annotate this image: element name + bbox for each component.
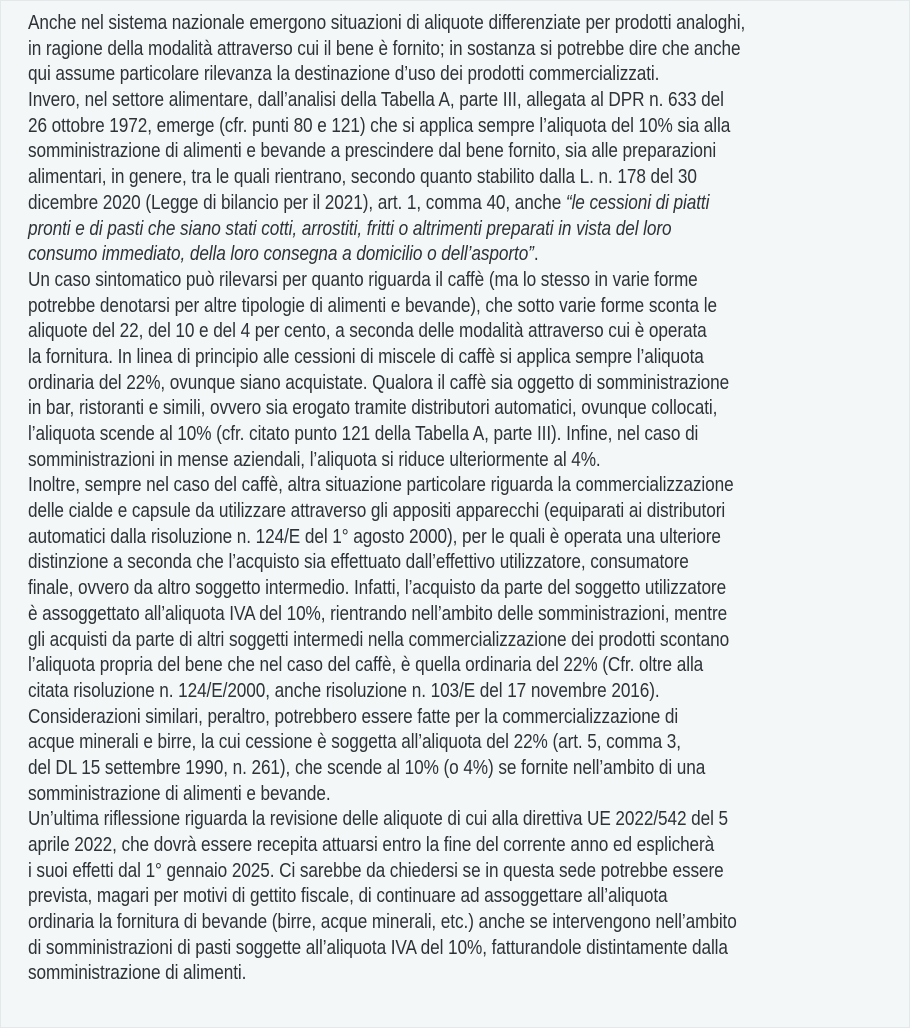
text-line — [28, 807, 762, 833]
text-line — [28, 88, 762, 114]
quoted-italic-text: consumo immediato, della loro consegna a domicilio o dell’asporto” — [28, 243, 534, 266]
text-line — [28, 191, 762, 217]
paragraph-6 — [28, 807, 881, 987]
body-text: automatici dalla risoluzione n. 124/E del 1° agosto 2000), per le quali è operata una ulteriore — [28, 525, 721, 548]
body-text: ordinaria del 22%, ovunque siano acquistate. Qualora il caffè sia oggetto di somministrazione — [28, 371, 730, 394]
text-line — [28, 448, 762, 474]
text-line — [28, 550, 762, 576]
text-line — [28, 936, 762, 962]
text-line — [28, 396, 762, 422]
body-text: somministrazione di alimenti. — [28, 962, 247, 985]
text-line — [28, 525, 762, 551]
body-text: somministrazione di alimenti e bevande. — [28, 782, 331, 805]
text-line — [28, 345, 762, 371]
text-line — [28, 884, 762, 910]
body-text: acque minerali e birre, la cui cessione è soggetta all’aliquota del 22% (art. 5, comma 3, — [28, 731, 681, 754]
paragraph-5 — [28, 705, 881, 808]
paragraph-3 — [28, 268, 881, 474]
text-line — [28, 499, 762, 525]
body-text: di somministrazioni di pasti soggette all’aliquota IVA del 10%, fatturandole distintamente dalla — [28, 936, 728, 959]
quoted-italic-text: “le cessioni di piatti — [565, 191, 710, 214]
text-line — [28, 910, 762, 936]
body-text: . — [533, 243, 539, 266]
body-text: Un caso sintomatico può rilevarsi per quanto riguarda il caffè (ma lo stesso in varie forme — [28, 268, 698, 291]
body-text: Considerazioni similari, peraltro, potrebbero essere fatte per la commercializzazione di — [28, 705, 679, 728]
body-text: l’aliquota propria del bene che nel caso del caffè, è quella ordinaria del 22% (Cfr. oltre alla — [28, 654, 704, 677]
body-text: in ragione della modalità attraverso cui il bene è fornito; in sostanza si potrebbe dire che anche — [28, 37, 741, 60]
body-text: ordinaria la fornitura di bevande (birre, acque minerali, etc.) anche se intervengono nell’ambito — [28, 911, 737, 934]
text-line — [28, 11, 762, 37]
body-text: i suoi effetti dal 1° gennaio 2025. Ci sarebbe da chiedersi se in questa sede potrebbe essere — [28, 859, 724, 882]
body-text: in bar, ristoranti e simili, ovvero sia erogato tramite distributori automatici, ovunque collocati, — [28, 397, 718, 420]
text-line — [28, 371, 762, 397]
text-line — [28, 730, 762, 756]
body-text: distinzione a seconda che l’acquisto sia effettuato dall’effettivo utilizzatore, consumatore — [28, 551, 689, 574]
body-text: qui assume particolare rilevanza la destinazione d’uso dei prodotti commercializzati. — [28, 63, 660, 86]
text-line — [28, 833, 762, 859]
text-line — [28, 602, 762, 628]
body-text: citata risoluzione n. 124/E/2000, anche risoluzione n. 103/E del 17 novembre 2016). — [28, 679, 660, 702]
text-line — [28, 62, 762, 88]
text-line — [28, 859, 762, 885]
text-line — [28, 242, 762, 268]
text-line — [28, 294, 762, 320]
body-text: Invero, nel settore alimentare, dall’analisi della Tabella A, parte III, allegata al DPR n. 633 del — [28, 89, 724, 112]
body-text: gli acquisti da parte di altri soggetti intermedi nella commercializzazione dei prodotti scontano — [28, 628, 730, 651]
text-line — [28, 217, 762, 243]
article-body — [28, 11, 881, 987]
text-line — [28, 422, 762, 448]
body-text: aliquote del 22, del 10 e del 4 per cento, a seconda delle modalità attraverso cui è operata — [28, 320, 707, 343]
body-text: alimentari, in genere, tra le quali rientrano, secondo quanto stabilito dalla L. n. 178 del 30 — [28, 166, 697, 189]
text-line — [28, 139, 762, 165]
text-line — [28, 114, 762, 140]
text-line — [28, 165, 762, 191]
body-text: somministrazione di alimenti e bevande a prescindere dal bene fornito, sia alle preparazioni — [28, 140, 717, 163]
text-line — [28, 37, 762, 63]
body-text: del DL 15 settembre 1990, n. 261), che scende al 10% (o 4%) se fornite nell’ambito di una — [28, 756, 706, 779]
text-line — [28, 705, 762, 731]
body-text: è assoggettato all’aliquota IVA del 10%, rientrando nell’ambito delle somministrazioni, mentre — [28, 602, 728, 625]
text-line — [28, 628, 762, 654]
body-text: 26 ottobre 1972, emerge (cfr. punti 80 e 121) che si applica sempre l’aliquota del 10% sia alla — [28, 114, 731, 137]
text-line — [28, 576, 762, 602]
body-text: prevista, magari per motivi di gettito fiscale, di continuare ad assoggettare all’aliquota — [28, 885, 668, 908]
body-text: la fornitura. In linea di principio alle cessioni di miscele di caffè si applica sempre l’aliquota — [28, 345, 704, 368]
text-line — [28, 961, 762, 987]
body-text: l’aliquota scende al 10% (cfr. citato punto 121 della Tabella A, parte III). Infine, nel caso di — [28, 423, 699, 445]
body-text: Anche nel sistema nazionale emergono situazioni di aliquote differenziate per prodotti analoghi, — [28, 12, 746, 34]
text-line — [28, 473, 762, 499]
paragraph-1 — [28, 11, 881, 88]
body-text: aprile 2022, che dovrà essere recepita attuarsi entro la fine del corrente anno ed esplicherà — [28, 834, 715, 856]
text-line — [28, 653, 762, 679]
body-text: finale, ovvero da altro soggetto intermedio. Infatti, l’acquisto da parte del soggetto utilizzatore — [28, 577, 727, 600]
text-line — [28, 756, 762, 782]
text-line — [28, 268, 762, 294]
text-line — [28, 319, 762, 345]
paragraph-2 — [28, 88, 881, 268]
body-text: Inoltre, sempre nel caso del caffè, altra situazione particolare riguarda la commercializzazione — [28, 474, 734, 497]
body-text: somministrazioni in mense aziendali, l’aliquota si riduce ulteriormente al 4%. — [28, 448, 601, 471]
body-text: dicembre 2020 (Legge di bilancio per il 2021), art. 1, comma 40, anche — [28, 191, 566, 214]
text-line — [28, 679, 762, 705]
paragraph-4 — [28, 473, 881, 704]
text-line — [28, 782, 762, 808]
body-text: Un’ultima riflessione riguarda la revisione delle aliquote di cui alla direttiva UE 2022/542 del 5 — [28, 808, 729, 831]
quoted-italic-text: pronti e di pasti che siano stati cotti, arrostiti, fritti o altrimenti preparati in vista del loro — [28, 217, 672, 240]
body-text: potrebbe denotarsi per altre tipologie di alimenti e bevande), che sotto varie forme sconta le — [28, 294, 717, 317]
body-text: delle cialde e capsule da utilizzare attraverso gli appositi apparecchi (equiparati ai distributori — [28, 500, 726, 523]
